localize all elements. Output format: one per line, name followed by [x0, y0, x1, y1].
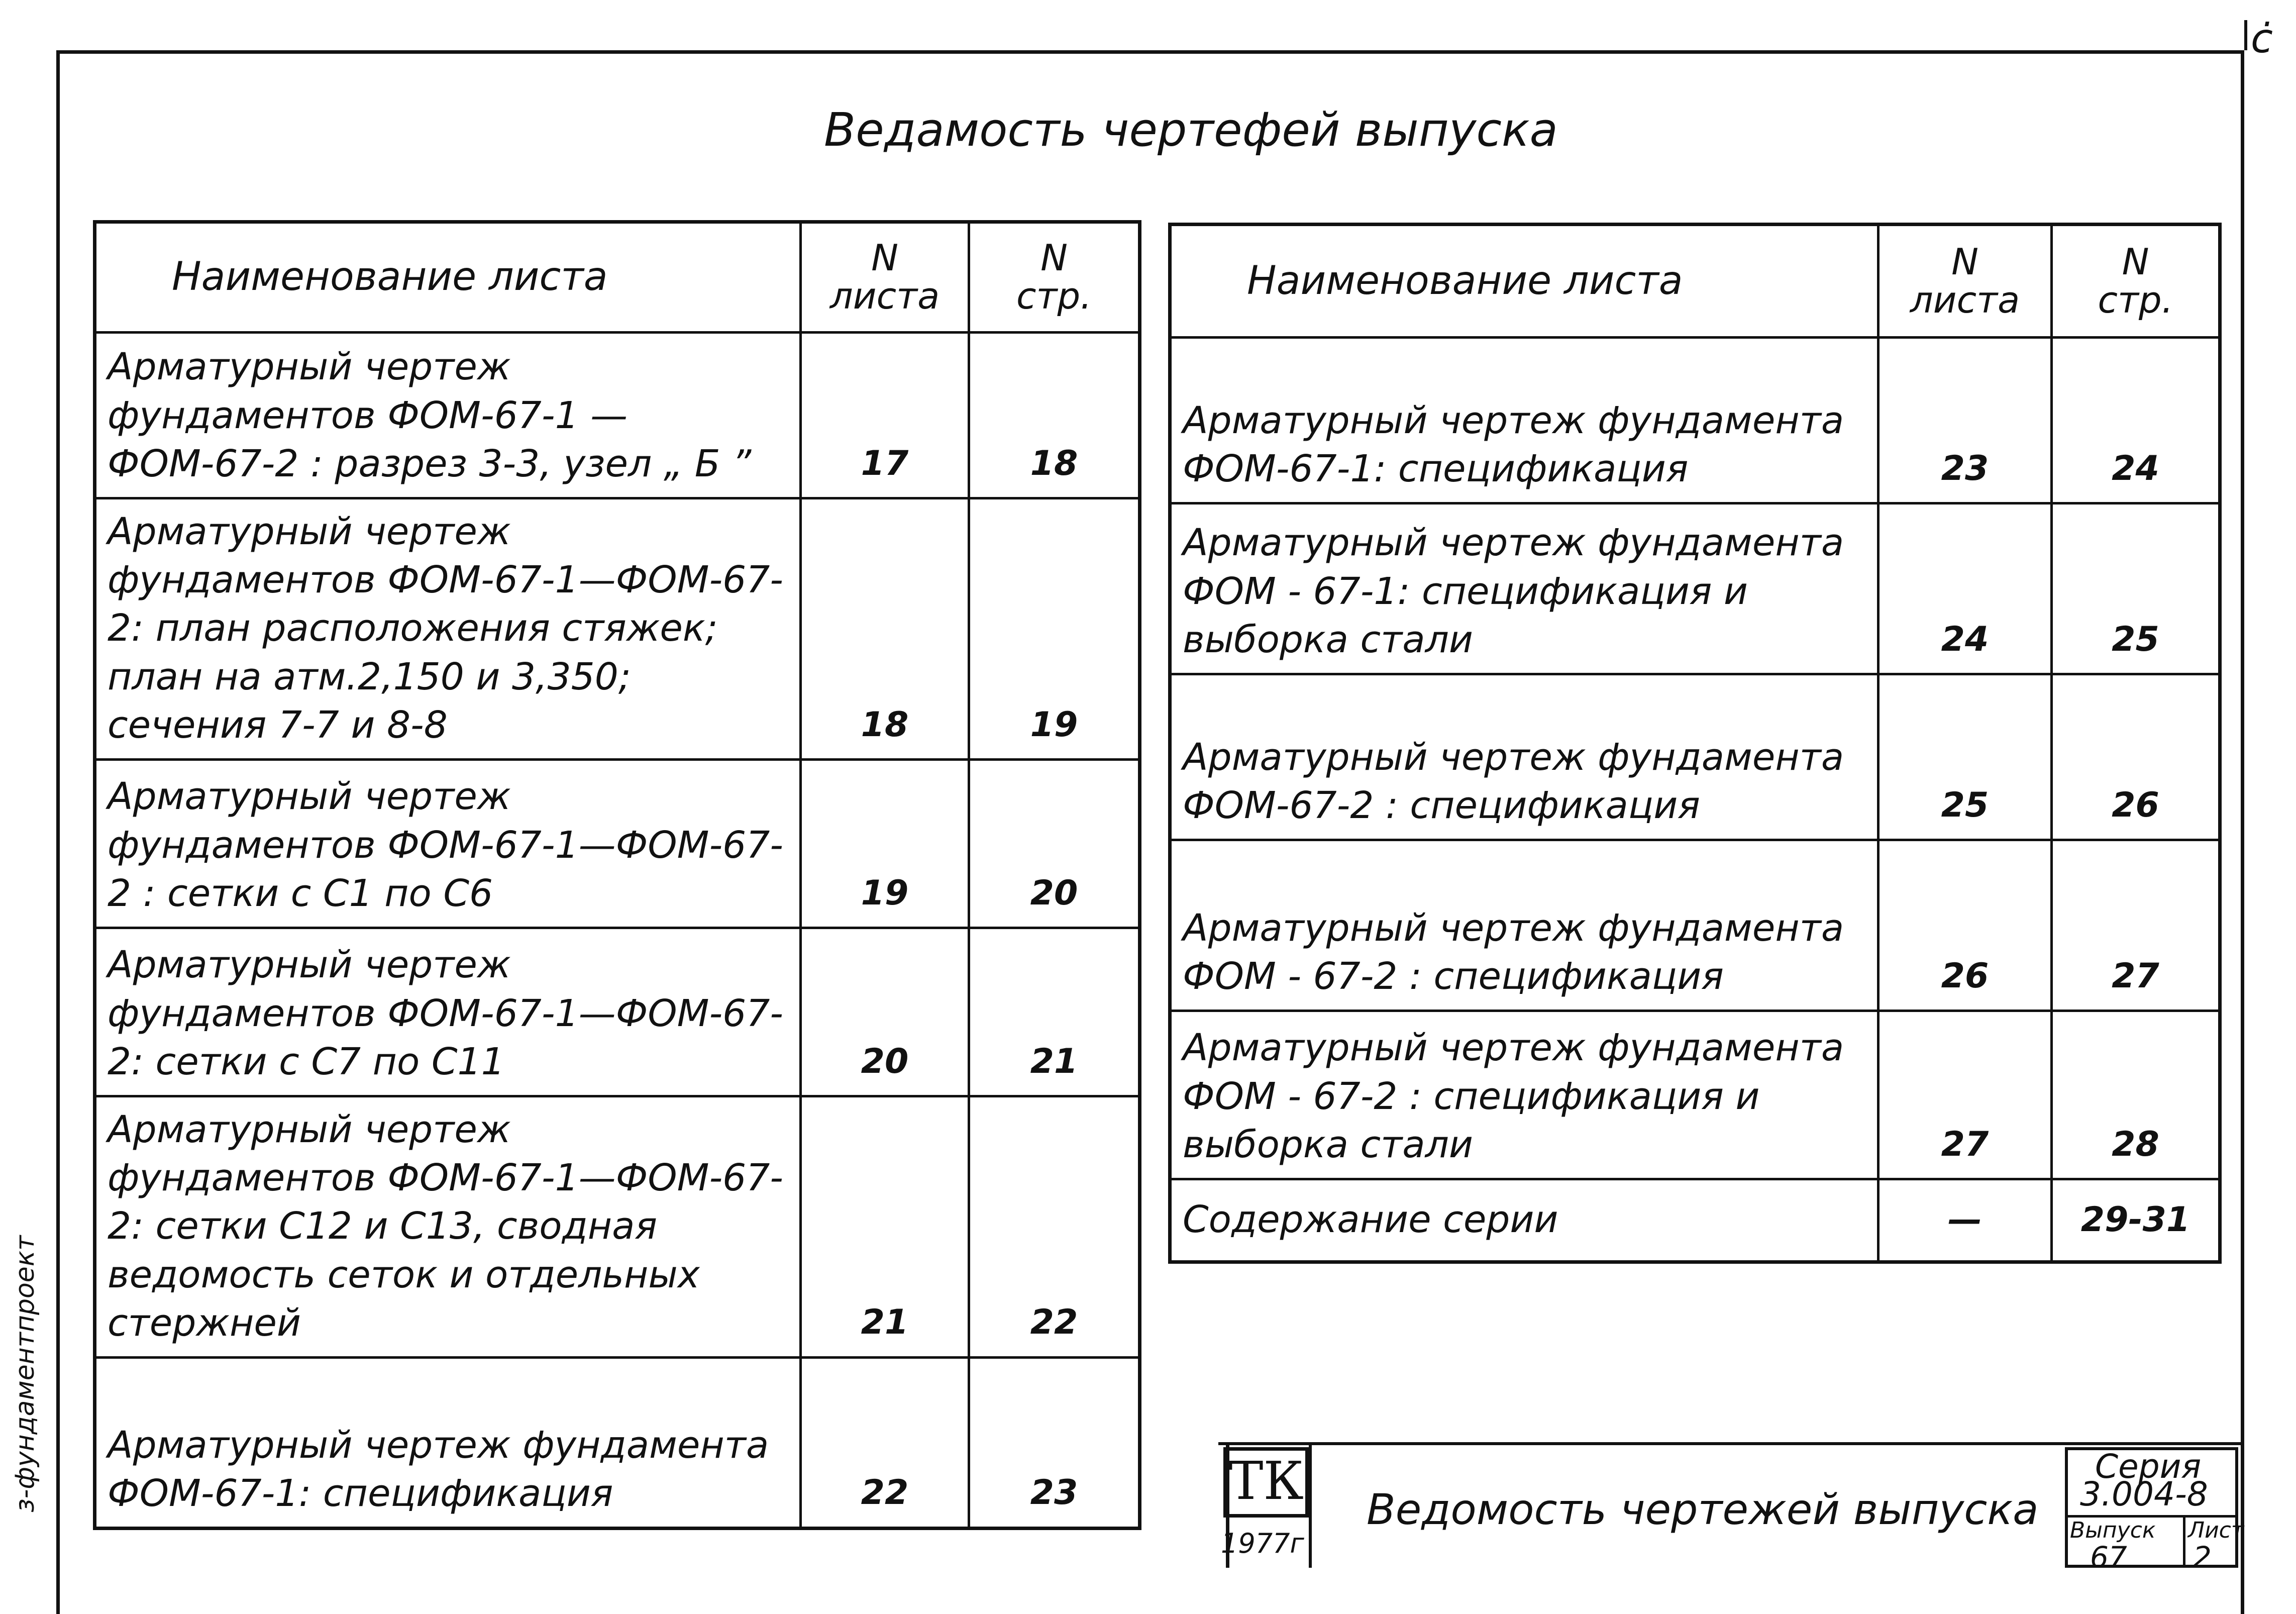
row-page: 26: [2052, 674, 2220, 840]
row-sheet: 25: [1878, 674, 2052, 840]
table-row: [95, 1096, 1140, 1357]
series-code: 3.004-8: [2080, 1475, 2208, 1514]
row-name: Арматурный чертеж фундамента ФОМ - 67-1: спецификация и выборка стали: [1170, 503, 1878, 674]
row-page: 29-31: [2052, 1179, 2220, 1262]
row-page: 23: [969, 1357, 1140, 1528]
header-page: [969, 222, 1140, 333]
row-page: 18: [969, 333, 1140, 498]
row-name: Арматурный чертеж фундаментов ФОМ-67-1—ФОМ-67-2: план расположения стяжек; план на атм.2,150 и 3,350; сечения 7-7 и 8-8: [95, 498, 801, 760]
row-page: 25: [2052, 503, 2220, 674]
table-row: [1170, 1011, 2220, 1179]
corner-tick: [2244, 20, 2247, 50]
row-name: Содержание серии: [1170, 1179, 1878, 1262]
table-row: [95, 1357, 1140, 1528]
right-sheet-table: [1168, 223, 2222, 1264]
table-row: [95, 759, 1140, 928]
table-row: [95, 498, 1140, 760]
row-sheet: 24: [1878, 503, 2052, 674]
row-name: Арматурный чертеж фундаментов ФОМ-67-1—ФОМ-67-2 : сетки с С1 по С6: [95, 759, 801, 928]
row-sheet: 26: [1878, 840, 2052, 1011]
corner-mark: ċ: [2251, 15, 2273, 62]
row-page: 27: [2052, 840, 2220, 1011]
row-name: Арматурный чертеж фундаментов ФОМ-67-1 — ФОМ-67-2 : разрез 3-3, узел „ Б ”: [95, 333, 801, 498]
stamp-year: 1977г: [1221, 1528, 1304, 1559]
row-sheet: 18: [801, 498, 969, 760]
row-page: 22: [969, 1096, 1140, 1357]
left-sheet-table: [93, 220, 1141, 1530]
header-page-n: N: [2122, 240, 2149, 283]
row-sheet: 19: [801, 759, 969, 928]
header-page-label: стр.: [2098, 278, 2173, 321]
row-name: Арматурный чертеж фундамента ФОМ-67-1: спецификация: [1170, 338, 1878, 503]
header-sheet: [1878, 225, 2052, 338]
table-header-row: [95, 222, 1140, 333]
header-name: Наименование листа: [95, 222, 801, 333]
table-row: [1170, 338, 2220, 503]
header-sheet: [801, 222, 969, 333]
table-row: [1170, 840, 2220, 1011]
header-page: [2052, 225, 2220, 338]
row-name: Арматурный чертеж фундаментов ФОМ-67-1—ФОМ-67-2: сетки с С7 по С11: [95, 928, 801, 1096]
issue-value: 67: [2090, 1540, 2127, 1574]
tk-logo: ТК: [1223, 1447, 1309, 1518]
row-name: Арматурный чертеж фундамента ФОМ-67-1: спецификация: [95, 1357, 801, 1528]
row-name: Арматурный чертеж фундаментов ФОМ-67-1—ФОМ-67-2: сетки С12 и С13, сводная ведомость сеток и отдельных стержней: [95, 1096, 801, 1357]
row-sheet: 27: [1878, 1011, 2052, 1179]
table-row: [1170, 503, 2220, 674]
row-name: Арматурный чертеж фундамента ФОМ-67-2 : спецификация: [1170, 674, 1878, 840]
logo-divider: [1309, 1442, 1312, 1568]
header-sheet-label: листа: [1910, 278, 2020, 321]
page-title: Ведамость чертефей выпуска: [824, 103, 1558, 157]
row-sheet: —: [1878, 1179, 2052, 1262]
sheet-value: 2: [2193, 1540, 2212, 1574]
header-name: Наименование листа: [1170, 225, 1878, 338]
row-name: Арматурный чертеж фундамента ФОМ - 67-2 : спецификация: [1170, 840, 1878, 1011]
header-page-label: стр.: [1016, 275, 1092, 317]
table-row: [1170, 674, 2220, 840]
stamp-top-line: [1218, 1442, 2244, 1445]
row-page: 21: [969, 928, 1140, 1096]
series-label: Серия: [2095, 1447, 2202, 1486]
header-page-n: N: [1040, 237, 1068, 279]
row-sheet: 22: [801, 1357, 969, 1528]
table-row: [95, 928, 1140, 1096]
row-page: 20: [969, 759, 1140, 928]
header-sheet-label: листа: [829, 275, 940, 317]
row-page: 28: [2052, 1011, 2220, 1179]
row-sheet: 21: [801, 1096, 969, 1357]
header-sheet-n: N: [871, 237, 898, 279]
side-stamp: з-фундаментпроект: [10, 1235, 40, 1512]
issue-label: Выпуск: [2070, 1518, 2156, 1543]
row-sheet: 17: [801, 333, 969, 498]
table-row: [1170, 1179, 2220, 1262]
issue-sheet-divider: [2183, 1515, 2185, 1568]
sheet-label: Лист: [2188, 1518, 2244, 1543]
row-sheet: 20: [801, 928, 969, 1096]
table-header-row: [1170, 225, 2220, 338]
header-sheet-n: N: [1951, 240, 1978, 283]
row-page: 24: [2052, 338, 2220, 503]
row-page: 19: [969, 498, 1140, 760]
row-name: Арматурный чертеж фундамента ФОМ - 67-2 : спецификация и выборка стали: [1170, 1011, 1878, 1179]
table-row: [95, 333, 1140, 498]
stamp-title: Ведомость чертежей выпуска: [1367, 1485, 2039, 1534]
row-sheet: 23: [1878, 338, 2052, 503]
